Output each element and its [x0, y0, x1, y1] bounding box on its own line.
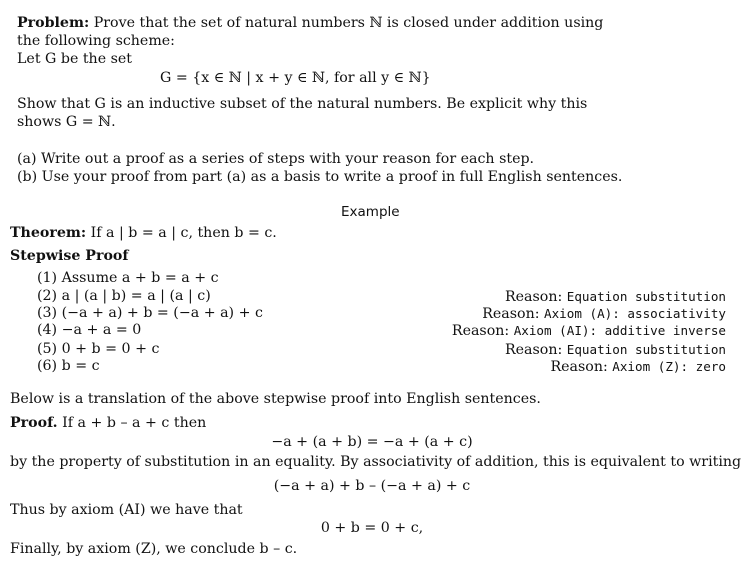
show-line-1: Show that G is an inductive subset of the natural numbers. Be explicit why this — [17, 96, 588, 112]
stepwise-title: Stepwise Proof — [10, 248, 129, 264]
example-title: Example — [341, 204, 400, 220]
set-definition: G = {x ∈ ℕ | x + y ∈ ℕ, for all y ∈ ℕ} — [160, 70, 431, 86]
step-4-reason — [452, 322, 726, 340]
step-number: (4) — [37, 322, 58, 338]
problem-line-2: the following scheme: — [17, 33, 175, 49]
reason-prefix: Reason: — [550, 359, 608, 375]
step-number: (3) — [37, 305, 58, 321]
step-2 — [37, 288, 211, 305]
step-5 — [37, 341, 159, 358]
step-expression: 0 + b = 0 + c — [61, 341, 160, 357]
step-6 — [37, 358, 100, 375]
part-b: (b) Use your proof from part (a) as a basis to write a proof in full English sentences. — [17, 169, 623, 185]
part-a: (a) Write out a proof as a series of steps with your reason for each step. — [17, 151, 535, 167]
step-4 — [37, 322, 141, 339]
problem-label: Problem: — [17, 15, 90, 31]
step-6-reason — [550, 358, 726, 376]
step-expression: a | (a | b) = a | (a | c) — [61, 288, 211, 304]
step-5-reason — [505, 341, 726, 359]
step-3-reason — [482, 305, 726, 323]
step-expression: −a + a = 0 — [61, 322, 142, 338]
theorem — [10, 225, 277, 242]
problem-text-1: Prove that the set of natural numbers ℕ is closed under addition using — [93, 15, 604, 31]
proof-intro — [10, 415, 206, 432]
show-line-2: shows G = ℕ. — [17, 114, 116, 130]
problem-line-1 — [17, 15, 603, 32]
reason-prefix: Reason: — [451, 323, 510, 339]
proof-line-4: Finally, by axiom (Z), we conclude b – c. — [10, 541, 298, 557]
reason-prefix: Reason: — [504, 289, 563, 305]
proof-label: Proof. — [10, 415, 58, 431]
step-1 — [37, 270, 219, 287]
step-expression: (−a + a) + b = (−a + a) + c — [61, 305, 263, 321]
reason-text: Axiom (AI): additive inverse — [513, 323, 726, 338]
translation-intro: Below is a translation of the above stepwise proof into English sentences. — [10, 391, 541, 407]
proof-line-3: Thus by axiom (AI) we have that — [10, 502, 243, 518]
proof-equation-3: 0 + b = 0 + c, — [320, 520, 424, 536]
step-2-reason — [505, 288, 726, 306]
step-expression: b = c — [61, 358, 100, 374]
theorem-text: If a | b = a | c, then b = c. — [90, 225, 277, 241]
reason-prefix: Reason: — [504, 342, 563, 358]
step-number: (6) — [37, 358, 58, 374]
reason-text: Axiom (A): associativity — [544, 306, 726, 321]
step-expression: Assume a + b = a + c — [61, 270, 219, 286]
reason-text: Equation substitution — [566, 289, 726, 304]
proof-equation-2: (−a + a) + b – (−a + a) + c — [273, 478, 471, 494]
proof-line-2: by the property of substitution in an equality. By associativity of addition, this is equivalent to writing — [10, 454, 742, 470]
proof-equation-1: −a + (a + b) = −a + (a + c) — [271, 434, 473, 450]
step-number: (1) — [37, 270, 58, 286]
reason-text: Equation substitution — [566, 342, 726, 357]
step-number: (2) — [37, 288, 58, 304]
reason-prefix: Reason: — [482, 306, 540, 322]
reason-text: Axiom (Z): zero — [612, 359, 726, 374]
proof-text: If a + b – a + c then — [62, 415, 207, 431]
theorem-label: Theorem: — [10, 225, 87, 241]
problem-line-3: Let G be the set — [17, 51, 132, 67]
step-3 — [37, 305, 263, 322]
step-number: (5) — [37, 341, 58, 357]
